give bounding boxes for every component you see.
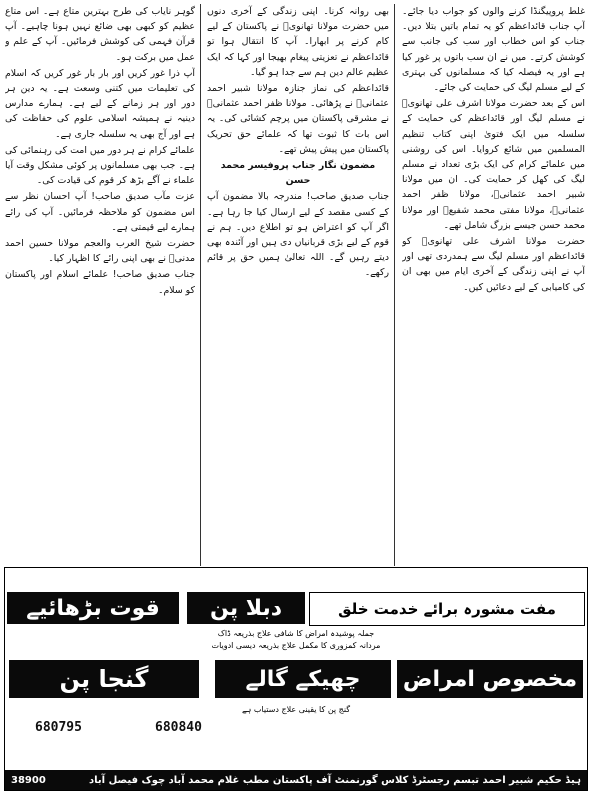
advertisement — [4, 567, 588, 791]
ad-banner-top-mid — [187, 592, 305, 624]
paragraph: بھی روانہ کرنا۔ اپنی زندگی کے آخری دنوں میں حضرت مولانا تھانویؒ نے پاکستان کے لیے کام کرنے پر ابھارا۔ آپ کا انتقال ہوا تو قائداعظم نے تعزیتی پیغام بھیجا اور کہا کہ ایک عظیم عالم دین ہم سے جدا ہو گیا۔ — [207, 6, 389, 78]
paragraph: علمائے کرام نے ہر دور میں امت کی رہنمائی کی ہے۔ جب بھی مسلمانوں پر کوئی مشکل وقت آیا علماء نے آگے بڑھ کر قوم کی قیادت کی۔ — [5, 144, 195, 187]
ad-phone-number: 38900 — [11, 774, 46, 786]
ad-line: جملہ پوشیدہ امراض کا شافی علاج بذریعہ ڈاک — [217, 629, 375, 638]
ad-address: ہیڈ حکیم شبیر احمد تبسم رجسٹرڈ کلاس گورنمنٹ آف پاکستان مطب غلام محمد آباد چوک فیصل آباد — [89, 774, 581, 786]
ad-banner-text: گنجا پن — [59, 665, 149, 693]
ad-banner-text: مخصوص امراض — [402, 666, 578, 692]
ad-banner-text: مفت مشورہ برائے خدمت خلق — [338, 600, 556, 618]
ad-phone-number: 680840 — [155, 720, 202, 735]
paragraph: گوہر نایاب کی طرح بہترین متاع ہے۔ اس متاع عظیم کو کبھی بھی ضائع نہیں ہونا چاہیے۔ آپ قرآن فہمی کی کوشش فرمائیں۔ آپ کے علم و عمل میں برکت ہو۔ — [5, 6, 195, 63]
paragraph: حضرت شیخ العرب والعجم مولانا حسین احمد مدنیؒ نے بھی اپنی رائے کا اظہار کیا۔ — [5, 238, 195, 265]
paragraph: جناب صدیق صاحب! علمائے اسلام اور پاکستان کو سلام۔ — [5, 269, 195, 296]
ad-banner-top-left — [309, 592, 585, 626]
ad-banner-mid-right — [397, 660, 583, 698]
ad-phone-number: 680795 — [35, 720, 82, 735]
article-column-left — [5, 4, 195, 570]
ad-banner-mid-mid — [215, 660, 391, 698]
ad-banner-top-right — [7, 592, 179, 624]
ad-line: مردانہ کمزوری کا مکمل علاج بذریعہ دیسی ادویات — [211, 641, 381, 650]
paragraph: جناب صدیق صاحب! مندرجہ بالا مضمون آپ کے کسی مقصد کے لیے ارسال کیا جا رہا ہے۔ اگر آپ کو اعتراض ہو تو اطلاع دیں۔ ہم نے قوم کے لیے بڑی قربانیاں دی ہیں اور آئندہ بھی دیتے رہیں گے۔ اللہ تعالیٰ ہمیں حق پر قائم رکھے۔ — [207, 191, 389, 279]
ad-banner-text: قوت بڑھائیے — [26, 595, 160, 621]
paragraph: آپ ذرا غور کریں اور بار بار غور کریں کہ اسلام کی تعلیمات میں کتنی وسعت ہے۔ یہ دین ہر دور اور ہر زمانے کے لیے ہے۔ ہمارے مدارس دینیہ نے ہمیشہ اسلامی علوم کی حفاظت کی ہے اور آج بھی یہ سلسلہ جاری ہے۔ — [5, 67, 195, 140]
column-divider — [394, 4, 395, 566]
ad-address-bar — [5, 770, 587, 790]
paragraph: اس کے بعد حضرت مولانا اشرف علی تھانویؒ نے مسلم لیگ اور قائداعظم کی حمایت کے سلسلہ میں ایک فتویٰ اپنی کتاب تنظیم المسلمین میں شائع کروایا۔ اس کی روشنی میں علمائے کرام کی ایک بڑی تعداد نے مسلم لیگ کی کھل کر حمایت کی۔ ان میں مولانا شبیر احمد عثمانیؒ، مولانا ظفر احمد عثمانیؒ، مولانا مفتی محمد شفیعؒ اور مولانا محمد حسن جیسے بزرگ شامل تھے۔ — [402, 98, 585, 231]
article-column-middle — [207, 4, 389, 570]
ad-banner-text: دبلا پن — [210, 595, 282, 621]
paragraph: غلط پروپیگنڈا کرنے والوں کو جواب دیا جائے۔ آپ جناب قائداعظم کو یہ تمام باتیں بتلا دیں۔ جناب کو اس خطاب اور سب کی جانب سے کوشش کرتے۔ میں نے ان سب باتوں پر غور کیا ہے اور یہ فیصلہ کیا کہ مسلمانوں کی بہتری کے لیے مسلم لیگ کی حمایت کی جائے۔ — [402, 6, 585, 94]
paragraph: قائداعظم کی نماز جنازہ مولانا شبیر احمد عثمانیؒ نے پڑھائی۔ مولانا ظفر احمد عثمانیؒ نے مشرقی پاکستان میں پرچم کشائی کی۔ یہ اس بات کا ثبوت تھا کہ علمائے حق تحریک پاکستان میں پیش پیش تھے۔ — [207, 83, 389, 155]
column-divider — [200, 4, 201, 566]
paragraph: عزت مآب صدیق صاحب! آپ احسان نظر سے اس مضمون کو ملاحظہ فرمائیں۔ آپ کی رائے ہمارے لیے قیمتی ہے۔ — [5, 191, 195, 233]
ad-line: گنج پن کا یقینی علاج دستیاب ہے — [241, 705, 351, 714]
author-credit: مضمون نگار جناب پروفیسر محمد حسن — [220, 160, 376, 187]
ad-banner-text: چھیکے گالے — [245, 666, 361, 692]
paragraph: حضرت مولانا اشرف علی تھانویؒ کو قائداعظم اور مسلم لیگ سے ہمدردی تھی اور آپ نے اپنی زندگی کے آخری ایام میں بھی ان کی کامیابی کے لیے دعائیں کیں۔ — [402, 236, 585, 293]
ad-banner-mid-left — [9, 660, 199, 698]
article-column-right — [402, 4, 585, 570]
